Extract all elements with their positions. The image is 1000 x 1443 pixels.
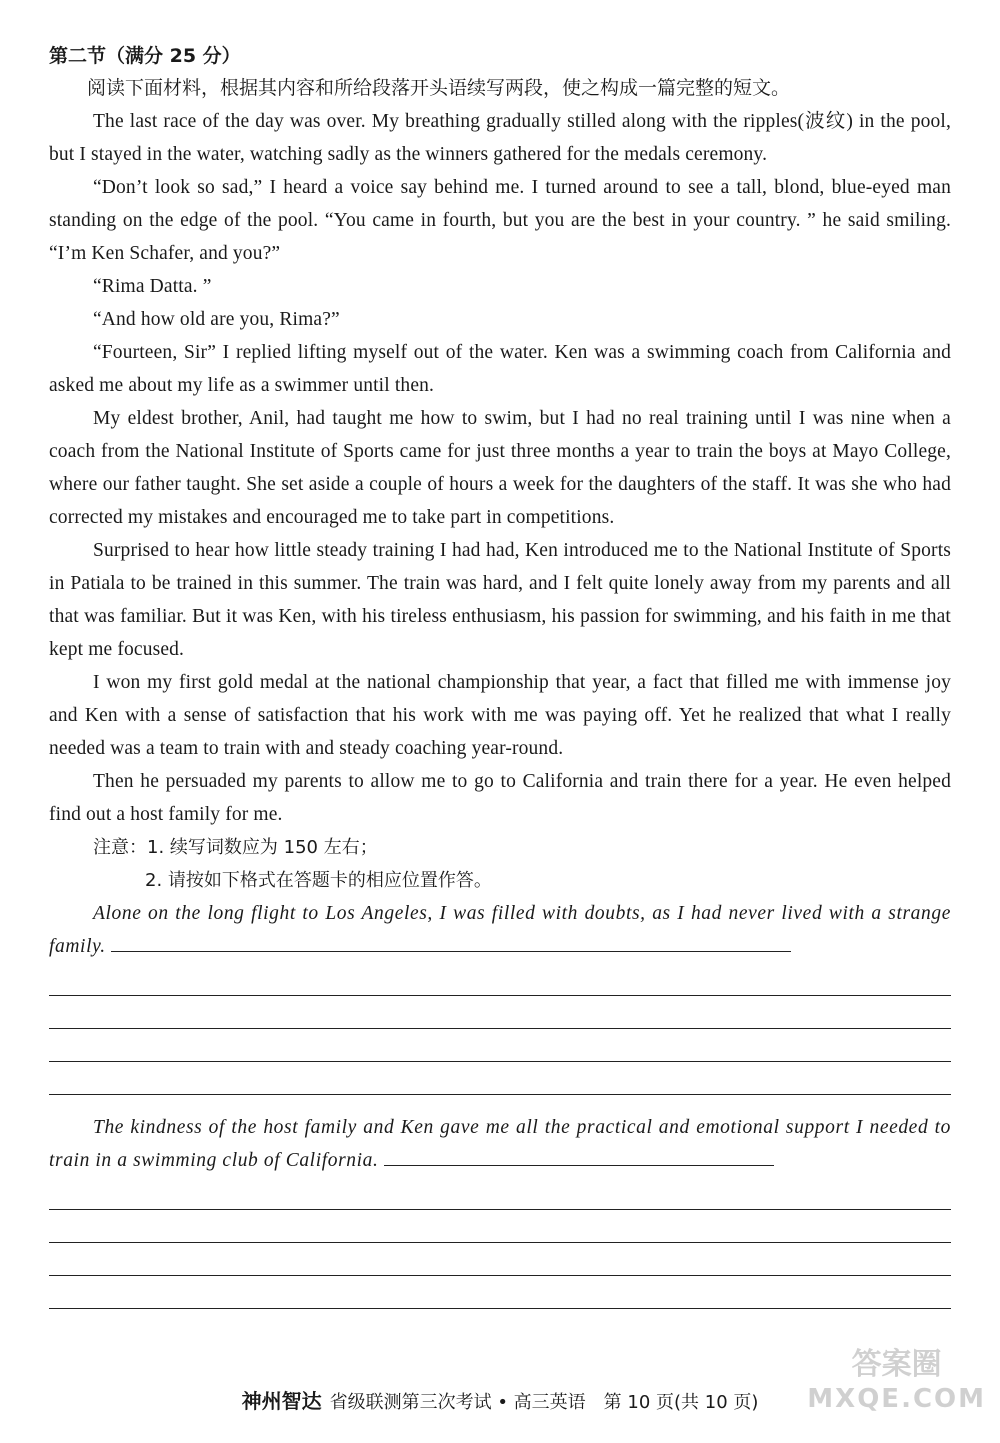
watermark-url: MXQE.COM [807,1384,986,1414]
passage-paragraph: The last race of the day was over. My breathing gradually stilled along with the ripples(波纹) in the pool, but I stayed in the water, watching sadly as the winners gathered for the medals ceremony. [49,111,951,165]
prompt-text: The kindness of the host family and Ken gave me all the practical and emotional support I needed to train in a swimming club of California. [49,1117,951,1171]
spacer [49,1095,951,1111]
passage-paragraph: Then he persuaded my parents to allow me to go to California and train there for a year. He even helped find out a host family for me. [49,771,951,825]
section-instruction: 阅读下面材料，根据其内容和所给段落开头语续写两段，使之构成一篇完整的短文。 [87,77,791,99]
exam-page [49,40,951,1309]
writing-note-word-count: 注意：1. 续写词数应为 150 左右； [93,837,378,858]
continuation-block-2 [49,1111,951,1309]
reading-passage [49,105,951,831]
answer-line[interactable] [49,1276,951,1309]
watermark-logo [807,1348,986,1416]
answer-line[interactable] [49,1062,951,1095]
answer-line-inline[interactable] [384,1164,774,1166]
answer-line[interactable] [49,1177,951,1210]
passage-paragraph: I won my first gold medal at the national championship that year, a fact that filled me with immense joy and Ken with a sense of satisfaction that his work with me was paying off. Yet he realized that what I really needed was a team to train with and steady coaching year-round. [49,672,951,759]
answer-line-inline[interactable] [111,950,791,952]
answer-line[interactable] [49,1210,951,1243]
answer-line[interactable] [49,963,951,996]
passage-paragraph: “Don’t look so sad,” I heard a voice say behind me. I turned around to see a tall, blond, blue-eyed man standing on the edge of the pool. “You came in fourth, but you are the best in your country. ” he said smiling. “I’m Ken Schafer, and you?” [49,177,951,264]
footer-page-info: 省级联测第三次考试 • 高三英语 第 10 页(共 10 页) [329,1392,759,1413]
passage-paragraph: Surprised to hear how little steady training I had had, Ken introduced me to the National Institute of Sports in Patiala to be trained in this summer. The train was hard, and I felt quite lonely away from my parents and all that was familiar. But it was Ken, with his tireless enthusiasm, his passion for swimming, and his faith in me that kept me focused. [49,540,951,660]
answer-line[interactable] [49,1029,951,1062]
prompt-text: Alone on the long flight to Los Angeles, I was filled with doubts, as I had never lived with a strange family. [49,903,951,957]
footer-brand: 神州智达 [241,1389,322,1413]
answer-line[interactable] [49,996,951,1029]
passage-paragraph: My eldest brother, Anil, had taught me how to swim, but I had no real training until I was nine when a coach from the National Institute of Sports came for just three months a year to train the boys at Mayo College, where our father taught. She set aside a couple of hours a week for the daughters of the staff. It was she who had corrected my mistakes and encouraged me to take part in competitions. [49,408,951,528]
section-title: 第二节（满分 25 分） [49,45,241,67]
watermark-title: 答案圈 [851,1347,942,1382]
continuation-block-1 [49,897,951,1095]
passage-paragraph: “Rima Datta. ” [93,276,212,297]
passage-paragraph: “Fourteen, Sir” I replied lifting myself out of the water. Ken was a swimming coach from California and asked me about my life as a swimmer until then. [49,342,951,396]
continuation-prompt-2 [49,1111,951,1177]
writing-note-format: 2. 请按如下格式在答题卡的相应位置作答。 [145,870,492,891]
passage-paragraph: “And how old are you, Rima?” [93,309,340,330]
continuation-prompt-1 [49,897,951,963]
answer-line[interactable] [49,1243,951,1276]
